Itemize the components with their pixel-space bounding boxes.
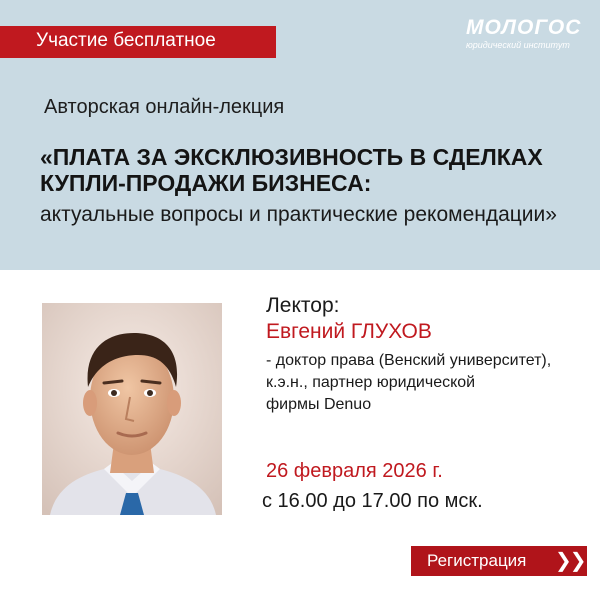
free-participation-badge: [0, 26, 276, 58]
lecture-title: «ПЛАТА ЗА ЭКСКЛЮЗИВНОСТЬ В СДЕЛКАХ КУПЛИ-ПРОДАЖИ БИЗНЕСА:: [40, 144, 543, 196]
lector-portrait-image: [42, 303, 222, 515]
lecture-date: 26 февраля 2026 г.: [266, 460, 443, 482]
mologos-logo: [466, 16, 586, 58]
registration-label: Регистрация: [427, 551, 527, 570]
triple-chevron-right-icon: ❯❯❯: [555, 550, 600, 572]
logo-word: МОЛОГОС: [466, 16, 582, 39]
lector-name: Евгений ГЛУХОВ: [266, 320, 432, 343]
lector-photo: [42, 303, 222, 515]
registration-button[interactable]: [411, 546, 600, 576]
logo-tagline: юридический институт: [466, 40, 570, 50]
lecture-title-sub: актуальные вопросы и практические рекомендации»: [40, 203, 557, 226]
lecture-type: Авторская онлайн-лекция: [44, 96, 285, 118]
lecture-time: с 16.00 до 17.00 по мск.: [262, 490, 483, 512]
badge-text: Участие бесплатное: [36, 30, 216, 51]
lector-label: Лектор:: [266, 294, 340, 317]
lector-description: - доктор права (Венский университет), к.э.н., партнер юридической фирмы Denuo: [266, 352, 552, 413]
